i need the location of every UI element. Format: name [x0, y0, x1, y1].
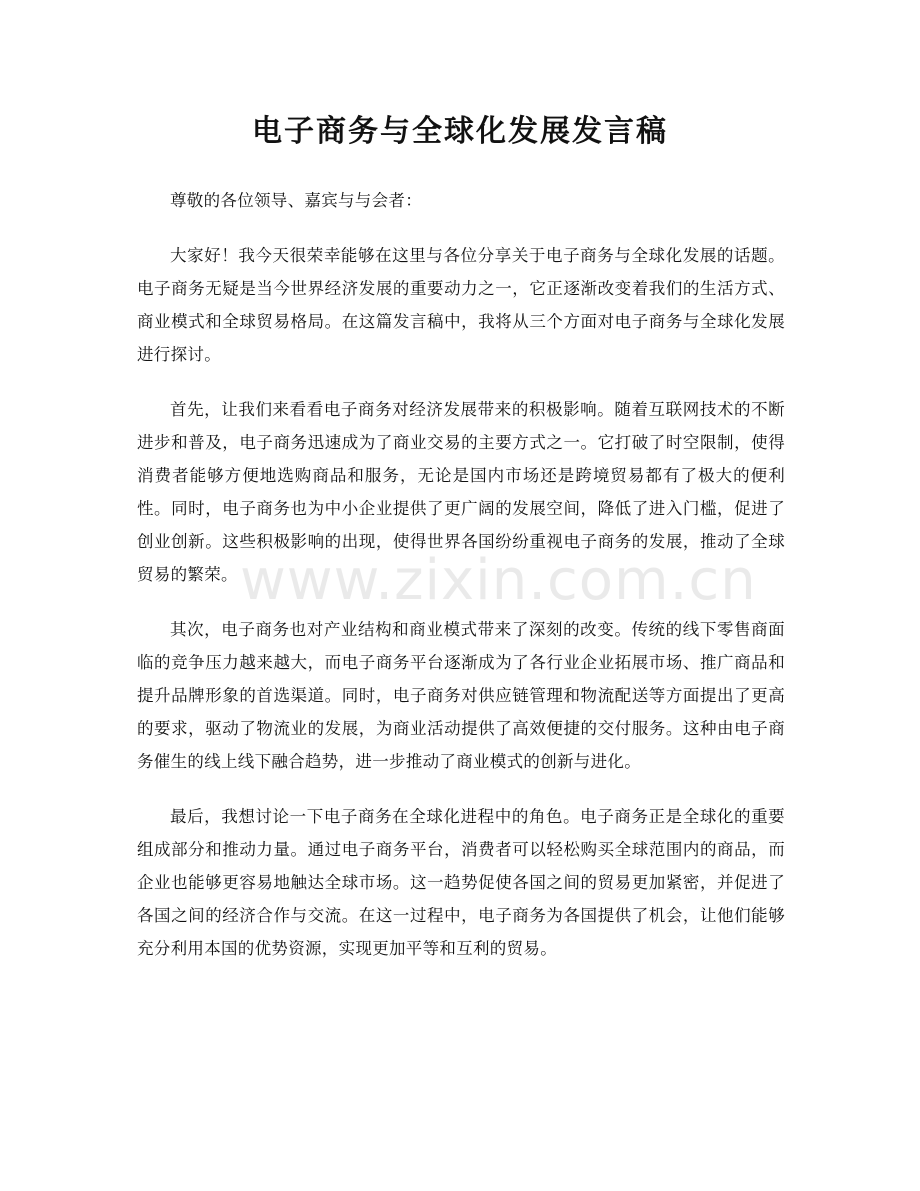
paragraph-second: 其次，电子商务也对产业结构和商业模式带来了深刻的改变。传统的线下零售商面临的竞争压力越来越大，而电子商务平台逐渐成为了各行业企业拓展市场、推广商品和提升品牌形象的首选渠道。同时，电子商务对供应链管理和物流配送等方面提出了更高的要求，驱动了物流业的发展，为商业活动提供了高效便捷的交付服务。这种由电子商务催生的线上线下融合趋势，进一步推动了商业模式的创新与进化。	[137, 620, 785, 771]
paragraph-final: 最后，我想讨论一下电子商务在全球化进程中的角色。电子商务正是全球化的重要组成部分和推动力量。通过电子商务平台，消费者可以轻松购买全球范围内的商品，而企业也能够更容易地触达全球市场。这一趋势促使各国之间的贸易更加紧密，并促进了各国之间的经济合作与交流。在这一过程中，电子商务为各国提供了机会，让他们能够充分利用本国的优势资源，实现更加平等和互利的贸易。	[137, 807, 785, 958]
paragraph-intro: 大家好！我今天很荣幸能够在这里与各位分享关于电子商务与全球化发展的话题。电子商务无疑是当今世界经济发展的重要动力之一，它正逐渐改变着我们的生活方式、商业模式和全球贸易格局。在这篇发言稿中，我将从三个方面对电子商务与全球化发展进行探讨。	[137, 246, 785, 364]
greeting-line: 尊敬的各位领导、嘉宾与与会者：	[170, 191, 422, 210]
document-body	[137, 184, 785, 987]
watermark-text: www.zixin.com.cn	[240, 548, 757, 613]
paragraph-first: 首先，让我们来看看电子商务对经济发展带来的积极影响。随着互联网技术的不断进步和普及，电子商务迅速成为了商业交易的主要方式之一。它打破了时空限制，使得消费者能够方便地选购商品和服务，无论是国内市场还是跨境贸易都有了极大的便利性。同时，电子商务也为中小企业提供了更广阔的发展空间，降低了进入门槛，促进了创业创新。这些积极影响的出现，使得世界各国纷纷重视电子商务的发展，推动了全球贸易的繁荣。	[137, 400, 785, 584]
document-title: 电子商务与全球化发展发言稿	[252, 114, 668, 149]
